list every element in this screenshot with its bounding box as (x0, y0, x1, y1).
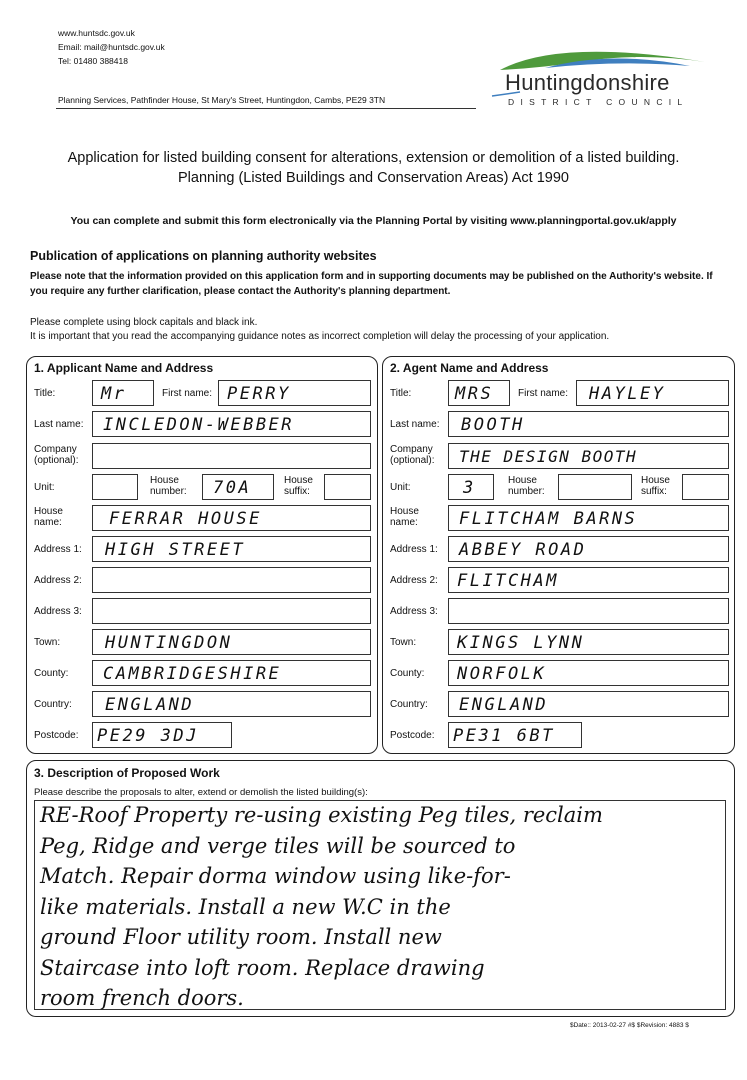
agent-county-label: County: (390, 668, 425, 679)
agent-town-value: KINGS LYNN (457, 633, 585, 653)
agent-first-name-label: First name: (518, 388, 569, 399)
applicant-town-label: Town: (34, 637, 61, 648)
applicant-postcode-label: Postcode: (34, 730, 79, 741)
applicant-house-name-label-2: name: (34, 517, 62, 528)
form-act: Planning (Listed Buildings and Conservation Areas) Act 1990 (178, 170, 569, 186)
description-line: RE-Roof Property re-using existing Peg tiles, reclaim (40, 803, 603, 827)
applicant-address3-field[interactable] (92, 598, 371, 624)
agent-address3-field[interactable] (448, 598, 729, 624)
agent-first-name-value: HAYLEY (589, 384, 666, 404)
agent-country-field[interactable] (448, 691, 729, 717)
applicant-county-label: County: (34, 668, 69, 679)
council-address: Planning Services, Pathfinder House, St Mary's Street, Huntingdon, Cambs, PE29 3TN (58, 95, 386, 105)
applicant-town-value: HUNTINGDON (105, 633, 233, 653)
council-logo-subtitle: DISTRICT COUNCIL (508, 97, 689, 107)
agent-house-number-field[interactable] (558, 474, 632, 500)
applicant-title-value: Mr (101, 384, 127, 404)
applicant-house-number-value: 70A (213, 478, 252, 498)
agent-address2-label: Address 2: (390, 575, 438, 586)
applicant-title-field[interactable] (92, 380, 154, 406)
planning-portal-note: You can complete and submit this form electronically via the Planning Portal by visiting www.planningportal.gov.uk/apply (70, 215, 677, 227)
applicant-postcode-field[interactable] (92, 722, 232, 748)
applicant-country-label: Country: (34, 699, 72, 710)
applicant-address1-value: HIGH STREET (105, 540, 246, 560)
applicant-last-name-value: INCLEDON-WEBBER (103, 415, 295, 435)
form-title: Application for listed building consent for alterations, extension or demolition of a listed building. (67, 150, 680, 166)
agent-town-label: Town: (390, 637, 417, 648)
agent-town-field[interactable] (448, 629, 729, 655)
description-line: Peg, Ridge and verge tiles will be sourced to (40, 833, 516, 858)
applicant-company-label: Company (34, 444, 77, 455)
applicant-last-name-label: Last name: (34, 419, 84, 430)
applicant-last-name-field[interactable] (92, 411, 371, 437)
agent-company-value: THE DESIGN BOOTH (459, 447, 638, 466)
description-line: like materials. Install a new W.C in the (40, 894, 451, 919)
applicant-house-number-label-2: number: (150, 486, 187, 497)
agent-house-suffix-label-2: suffix: (641, 486, 667, 497)
description-line: ground Floor utility room. Install new (40, 925, 442, 949)
applicant-first-name-field[interactable] (218, 380, 371, 406)
applicant-house-name-label-1: House (34, 506, 63, 517)
publication-text: Please note that the information provided on this application form and in supporting documents may be published on the Authority's website. If you require any further clarification, please contact the Authority's planning department. (30, 271, 713, 297)
applicant-county-field[interactable] (92, 660, 371, 686)
applicant-house-name-value: FERRAR HOUSE (109, 509, 262, 529)
agent-country-label: Country: (390, 699, 428, 710)
agent-house-number-label-1: House (508, 475, 537, 486)
description-text (40, 800, 720, 1014)
applicant-unit-field[interactable] (92, 474, 138, 500)
agent-address1-label: Address 1: (390, 544, 438, 555)
agent-address3-label: Address 3: (390, 606, 438, 617)
agent-address1-field[interactable] (448, 536, 729, 562)
applicant-address2-label: Address 2: (34, 575, 82, 586)
applicant-country-field[interactable] (92, 691, 371, 717)
agent-address2-field[interactable] (448, 567, 729, 593)
council-logo-name: Huntingdonshire (505, 70, 670, 95)
header-divider (56, 108, 476, 109)
applicant-town-field[interactable] (92, 629, 371, 655)
agent-county-field[interactable] (448, 660, 729, 686)
applicant-company-optional: (optional): (34, 455, 79, 466)
description-prompt: Please describe the proposals to alter, extend or demolish the listed building(s): (34, 787, 368, 798)
applicant-county-value: CAMBRIDGESHIRE (103, 664, 282, 684)
agent-company-field[interactable] (448, 443, 729, 469)
agent-address2-value: FLITCHAM (457, 571, 559, 591)
applicant-first-name-value: PERRY (227, 384, 291, 404)
applicant-address2-field[interactable] (92, 567, 371, 593)
applicant-house-name-field[interactable] (92, 505, 371, 531)
instructions-line-2: It is important that you read the accompanying guidance notes as incorrect completion will delay the processing of your application. (30, 331, 610, 342)
applicant-company-field[interactable] (92, 443, 371, 469)
applicant-postcode-value: PE29 3DJ (97, 726, 199, 746)
council-email: Email: mail@huntsdc.gov.uk (58, 42, 165, 52)
applicant-address1-label: Address 1: (34, 544, 82, 555)
applicant-house-suffix-field[interactable] (324, 474, 371, 500)
agent-title-label: Title: (390, 388, 412, 399)
agent-postcode-field[interactable] (448, 722, 582, 748)
description-heading: 3. Description of Proposed Work (34, 766, 220, 780)
agent-last-name-field[interactable] (448, 411, 729, 437)
agent-last-name-label: Last name: (390, 419, 440, 430)
agent-house-number-label-2: number: (508, 486, 545, 497)
agent-house-name-label-2: name: (390, 517, 418, 528)
description-line: Match. Repair dorma window using like-for- (40, 864, 511, 888)
agent-house-suffix-field[interactable] (682, 474, 729, 500)
agent-postcode-label: Postcode: (390, 730, 435, 741)
agent-address1-value: ABBEY ROAD (459, 540, 587, 560)
agent-unit-value: 3 (463, 478, 476, 498)
council-website: www.huntsdc.gov.uk (58, 28, 135, 38)
revision-footer: $Date:: 2013-02-27 #$ $Revision: 4883 $ (570, 1022, 689, 1029)
applicant-house-suffix-label-2: suffix: (284, 486, 310, 497)
agent-first-name-field[interactable] (576, 380, 729, 406)
agent-house-name-label-1: House (390, 506, 419, 517)
applicant-unit-label: Unit: (34, 482, 55, 493)
agent-title-field[interactable] (448, 380, 510, 406)
agent-heading: 2. Agent Name and Address (390, 361, 549, 375)
council-telephone: Tel: 01480 388418 (58, 56, 128, 66)
publication-heading: Publication of applications on planning authority websites (30, 249, 377, 263)
applicant-address1-field[interactable] (92, 536, 371, 562)
agent-postcode-value: PE31 6BT (453, 726, 555, 746)
agent-company-optional: (optional): (390, 455, 435, 466)
agent-house-suffix-label-1: House (641, 475, 670, 486)
agent-house-name-value: FLITCHAM BARNS (459, 509, 638, 529)
applicant-first-name-label: First name: (162, 388, 213, 399)
applicant-title-label: Title: (34, 388, 56, 399)
agent-country-value: ENGLAND (459, 695, 549, 715)
agent-last-name-value: BOOTH (461, 415, 525, 435)
agent-county-value: NORFOLK (457, 664, 547, 684)
agent-company-label: Company (390, 444, 433, 455)
agent-unit-label: Unit: (390, 482, 411, 493)
applicant-heading: 1. Applicant Name and Address (34, 361, 214, 375)
description-line: room french doors. (40, 986, 244, 1010)
applicant-country-value: ENGLAND (105, 695, 195, 715)
agent-house-name-field[interactable] (448, 505, 729, 531)
applicant-house-suffix-label-1: House (284, 475, 313, 486)
applicant-house-number-label-1: House (150, 475, 179, 486)
description-line: Staircase into loft room. Replace drawing (40, 955, 485, 980)
applicant-address3-label: Address 3: (34, 606, 82, 617)
instructions-line-1: Please complete using block capitals and black ink. (30, 317, 258, 328)
agent-title-value: MRS (455, 384, 494, 404)
applicant-house-number-field[interactable] (202, 474, 274, 500)
agent-unit-field[interactable] (448, 474, 494, 500)
